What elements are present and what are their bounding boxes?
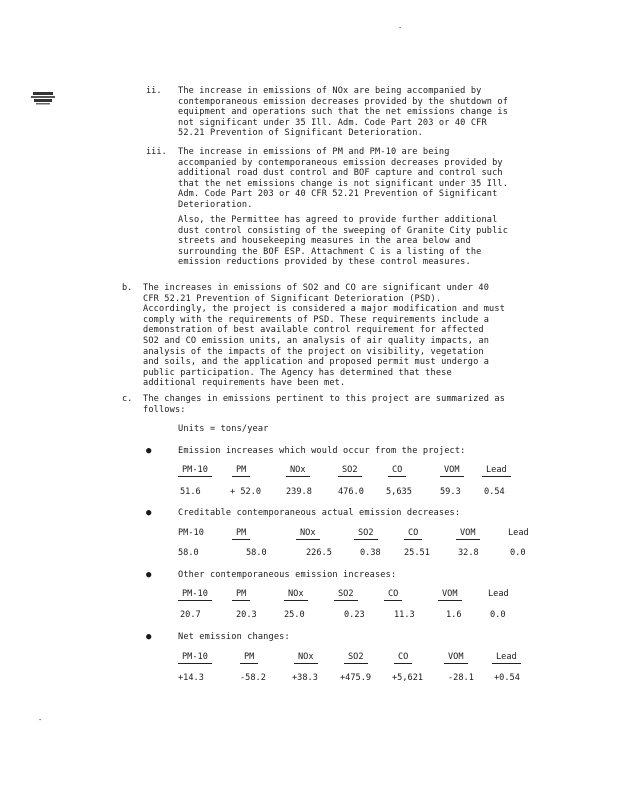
table-row	[0, 548, 618, 559]
group-title: Other contemporaneous emission increases:	[178, 570, 397, 580]
col-so2: SO2	[344, 652, 368, 664]
col-vom: VOM	[456, 528, 480, 540]
table-header-row	[0, 652, 618, 663]
col-nox: NOx	[296, 528, 320, 540]
section-c-label: c.	[122, 394, 133, 404]
value-co: +5,621	[392, 673, 424, 683]
section-b-label: b.	[122, 283, 133, 293]
col-pm: PM	[232, 589, 250, 601]
value-so2: 0.23	[344, 610, 365, 620]
col-nox: NOx	[294, 652, 318, 664]
group-title: Emission increases which would occur from the project:	[178, 446, 466, 456]
value-pm10: +14.3	[178, 673, 204, 683]
col-co: CO	[384, 589, 402, 601]
item-iii-text: The increase in emissions of PM and PM-10 are being accompanied by contemporaneous emission decreases provided by additional road dust control and BOF capture and control such that the net emissions change is not significant under 35 Ill. Adm. Code Part 203 or 40 CFR 52.21 Prevention of Significant Deterioration.	[178, 147, 509, 210]
value-lead: +0.54	[494, 673, 520, 683]
bullet-dot: ●	[146, 632, 152, 642]
value-pm: 58.0	[246, 548, 267, 558]
value-so2: 476.0	[338, 487, 364, 497]
value-nox: +38.3	[292, 673, 318, 683]
col-nox: NOx	[284, 589, 308, 601]
col-pm: PM	[232, 528, 250, 540]
table-row	[0, 487, 618, 498]
value-nox: 239.8	[286, 487, 312, 497]
col-co: CO	[404, 528, 422, 540]
value-lead: 0.0	[490, 610, 506, 620]
col-lead: Lead	[508, 528, 529, 538]
col-vom: VOM	[444, 652, 468, 664]
col-pm10: PM-10	[178, 652, 212, 664]
value-pm10: 51.6	[180, 487, 201, 497]
bullet-dot: ●	[146, 446, 152, 456]
value-nox: 226.5	[306, 548, 332, 558]
value-nox: 25.0	[284, 610, 305, 620]
section-c-text: The changes in emissions pertinent to this project are summarized as follows:	[143, 394, 506, 415]
value-co: 11.3	[394, 610, 415, 620]
bullet-dot: ●	[146, 570, 152, 580]
col-so2: SO2	[334, 589, 358, 601]
table-row	[0, 610, 618, 621]
value-lead: 0.54	[484, 487, 505, 497]
page-speck: -	[38, 716, 43, 724]
value-co: 5,635	[386, 487, 412, 497]
value-lead: 0.0	[510, 548, 526, 558]
page-speck: -	[398, 24, 403, 32]
table-header-row	[0, 528, 618, 539]
item-ii-label: ii.	[146, 86, 162, 96]
table-header-row	[0, 465, 618, 476]
value-co: 25.51	[404, 548, 430, 558]
col-pm: PM	[232, 465, 250, 477]
value-pm10: 20.7	[180, 610, 201, 620]
table-header-row	[0, 589, 618, 600]
col-vom: VOM	[440, 465, 464, 477]
value-pm: -58.2	[240, 673, 266, 683]
value-pm: + 52.0	[230, 487, 262, 497]
bullet-dot: ●	[146, 508, 152, 518]
section-b-text: The increases in emissions of SO2 and CO are significant under 40 CFR 52.21 Prevention of Significant Deterioration (PSD). Accordingly, the project is considered a major modification and must comply with the requirements of PSD. These requirements include a demonstration of best available control requirement for affected SO2 and CO emission units, an analysis of air quality impacts, an analysis of the impacts of the project on visibility, vegetation and soils, and the application and proposed permit must undergo a public participation. The Agency has determined that these additional requirements have been met.	[143, 283, 506, 389]
also-paragraph: Also, the Permittee has agreed to provide further additional dust control consisting of the sweeping of Granite City public streets and housekeeping measures in the area below and surrounding the BOF ESP. Attachment C is a listing of the emission reductions provided by these control measures.	[178, 215, 509, 268]
margin-stamp	[30, 90, 56, 106]
item-iii-label: iii.	[146, 147, 167, 157]
col-co: CO	[394, 652, 412, 664]
col-lead: Lead	[482, 465, 511, 477]
col-pm: PM	[240, 652, 258, 664]
col-nox: NOx	[286, 465, 310, 477]
col-pm10: PM-10	[178, 528, 204, 538]
units-label: Units = tons/year	[178, 424, 269, 434]
value-pm: 20.3	[236, 610, 257, 620]
col-lead: Lead	[488, 589, 509, 599]
value-so2: 0.38	[360, 548, 381, 558]
col-vom: VOM	[438, 589, 462, 601]
item-ii-text: The increase in emissions of NOx are being accompanied by contemporaneous emission decreases provided by the shutdown of equipment and operations such that the net emissions change is not significant under 35 Ill. Adm. Code Part 203 or 40 CFR 52.21 Prevention of Significant Deterioration.	[178, 86, 509, 139]
table-row	[0, 673, 618, 684]
group-title: Creditable contemporaneous actual emission decreases:	[178, 508, 461, 518]
value-vom: -28.1	[448, 673, 474, 683]
group-title: Net emission changes:	[178, 632, 290, 642]
value-pm10: 58.0	[178, 548, 199, 558]
col-co: CO	[388, 465, 406, 477]
value-vom: 1.6	[446, 610, 462, 620]
col-pm10: PM-10	[178, 465, 212, 477]
col-lead: Lead	[492, 652, 521, 664]
col-so2: SO2	[354, 528, 378, 540]
value-vom: 59.3	[440, 487, 461, 497]
col-pm10: PM-10	[178, 589, 212, 601]
value-so2: +475.9	[340, 673, 372, 683]
value-vom: 32.8	[458, 548, 479, 558]
col-so2: SO2	[338, 465, 362, 477]
